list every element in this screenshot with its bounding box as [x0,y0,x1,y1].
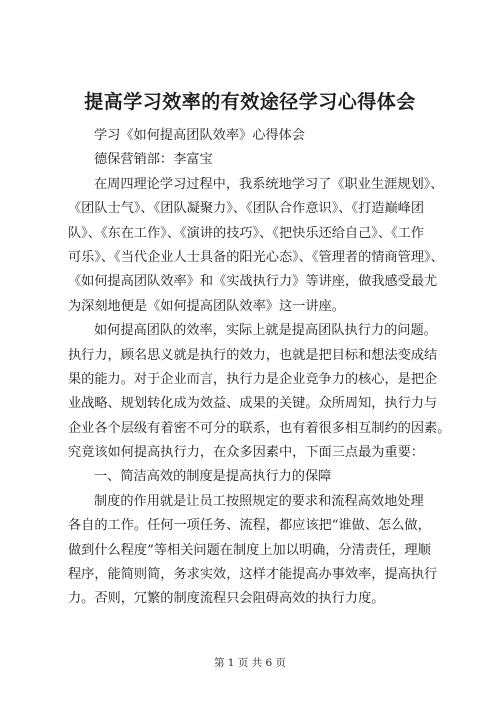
text-line: 《团队士气》、《团队凝聚力》、《团队合作意识》、《打造巅峰团 [68,201,425,217]
document-body [68,124,451,612]
text-line: 队》、《东在工作》、《演讲的技巧》、《把快乐还给自己》、《工作 [68,225,425,241]
text-line: 一、简洁高效的制度是提高执行力的保障 [94,469,332,485]
text-line: 德保营销部：李富宝 [94,152,213,168]
text-line: 为深刻地便是《如何提高团队效率》这一讲座。 [68,298,345,314]
text-line: 制度的作用就是让员工按照规定的要求和流程高效地处理 [94,493,424,509]
text-line: 程序，能简则简，务求实效，这样才能提高办事效率，提高执行 [68,567,438,583]
text-line: 执行力，顾名思义就是执行的效力，也就是把目标和想法变成结 [68,347,438,363]
text-line: 果的能力。对于企业而言，执行力是企业竞争力的核心，是把企 [68,371,438,387]
text-line: 如何提高团队的效率，实际上就是提高团队执行力的问题。 [94,323,437,339]
text-line: 做到什么程度”等相关问题在制度上加以明确，分清责任，理顺 [68,542,431,558]
text-line: 力。否则，冗繁的制度流程只会阻碍高效的执行力度。 [68,591,385,607]
text-line: 《如何提高团队效率》和《实战执行力》等讲座，做我感受最尤 [68,274,438,290]
text-line: 学习《如何提高团队效率》心得体会 [94,128,305,143]
text-line: 可乐》、《当代企业人士具备的阳光心态》、《管理者的情商管理》、 [68,249,444,265]
document-title: 提高学习效率的有效途径学习心得体会 [84,91,416,113]
text-line: 企业各个层级有着密不可分的联系，也有着很多相互制约的因素。 [68,420,451,436]
text-line: 在周四理论学习过程中，我系统地学习了《职业生涯规划》、 [94,176,444,192]
text-line: 究竟该如何提高执行力，在众多因素中，下面三点最为重要： [68,445,425,461]
page-footer: 第 1 页 共 6 页 [213,657,287,669]
text-line: 各自的工作。任何一项任务、流程，都应该把“谁做、怎么做， [68,518,431,534]
text-line: 业战略、规划转化成为效益、成果的关键。众所周知，执行力与 [68,396,438,412]
